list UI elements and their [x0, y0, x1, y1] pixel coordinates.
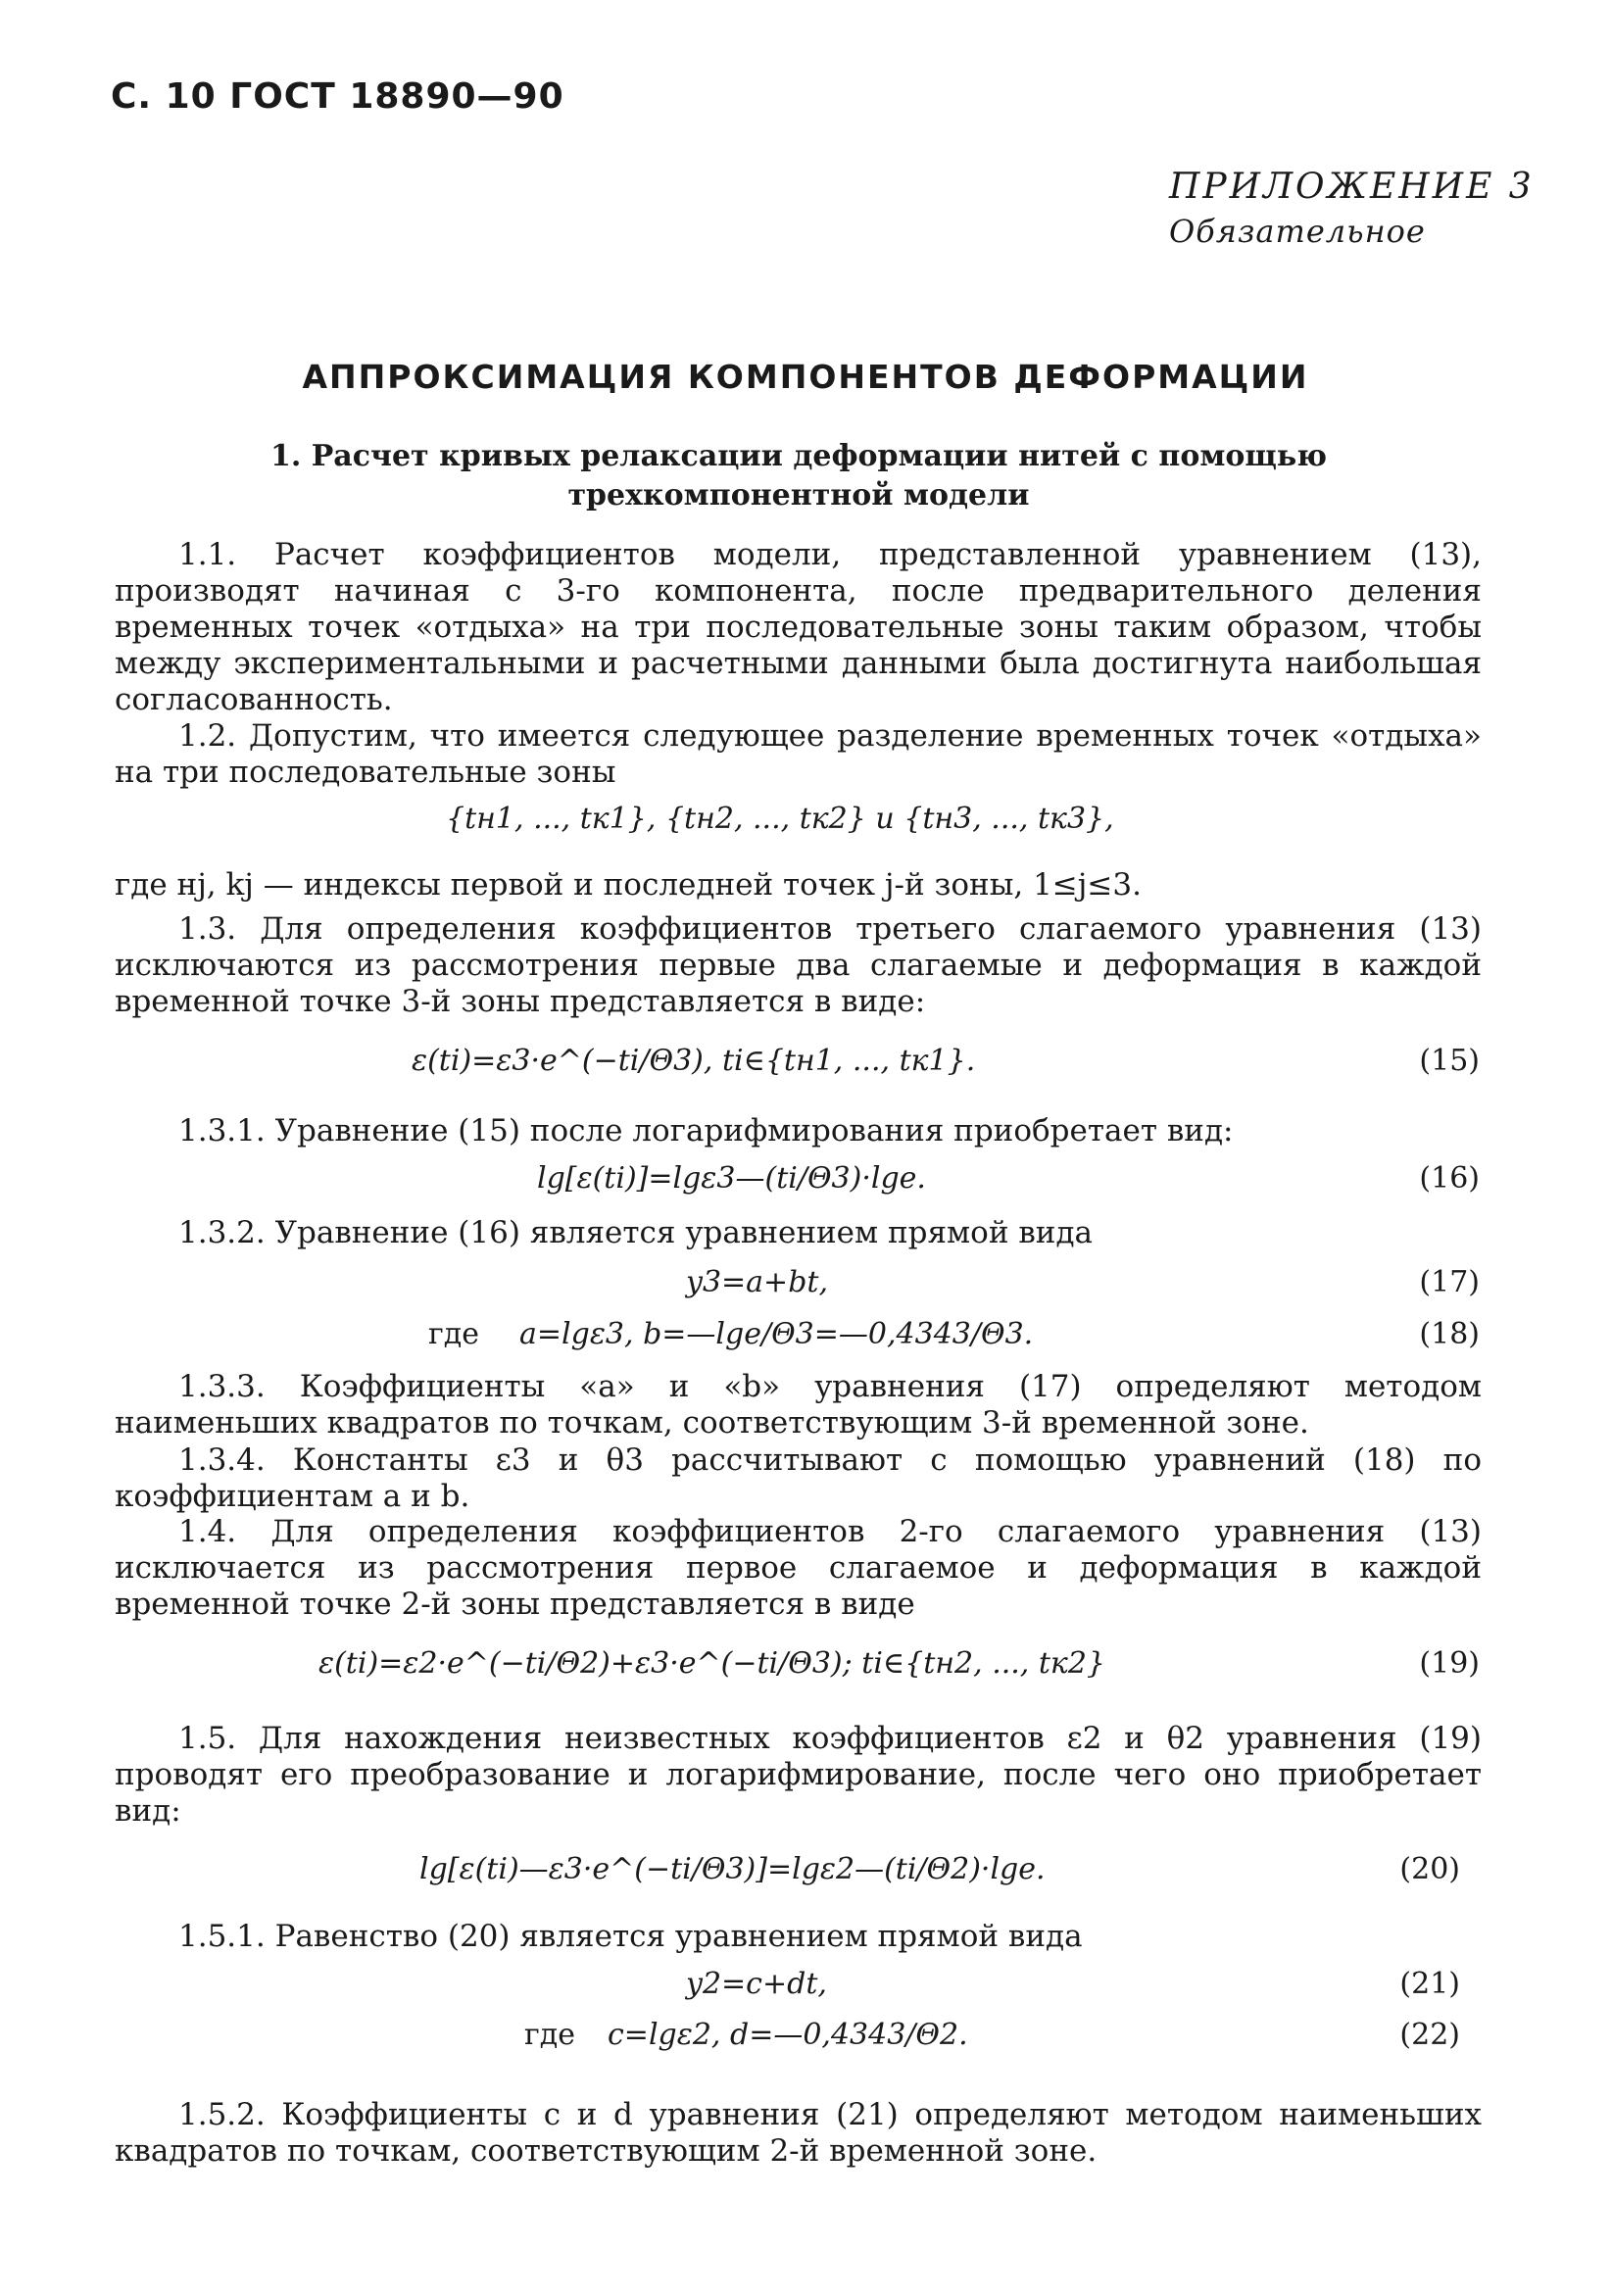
formula-18-where: где: [428, 1317, 479, 1351]
formula-17-expression: y3=a+bt,: [686, 1265, 828, 1299]
annex-status: Обязательное: [1169, 213, 1426, 250]
running-head: С. 10 ГОСТ 18890—90: [111, 76, 564, 117]
equation-number-20: (20): [1399, 1852, 1460, 1886]
paragraph-1-3-2: 1.3.2. Уравнение (16) является уравнением прямой вида: [178, 1215, 1094, 1250]
formula-16-expression: lg[ε(ti)]=lgε3—(ti/Θ3)·lge.: [537, 1161, 926, 1196]
paragraph-1-3-1: 1.3.1. Уравнение (15) после логарифмирования приобретает вид:: [178, 1113, 1234, 1148]
paragraph-1-3-4: 1.3.4. Константы ε3 и θ3 рассчитывают с помощью уравнений (18) по коэффициентам a и b.: [115, 1442, 1482, 1514]
equation-number-19: (19): [1419, 1646, 1480, 1681]
equation-number-22: (22): [1399, 2018, 1460, 2052]
formula-19-expression: ε(ti)=ε2·e^(−ti/Θ2)+ε3·e^(−ti/Θ3); ti∈{tн2, ..., tк2}: [318, 1646, 1106, 1681]
equation-number-18: (18): [1419, 1317, 1480, 1351]
equation-number-17: (17): [1419, 1265, 1480, 1299]
equation-number-21: (21): [1399, 1967, 1460, 2001]
formula-18-expression: a=lgε3, b=—lge/Θ3=—0,4343/Θ3.: [519, 1317, 1034, 1351]
paragraph-1-5: 1.5. Для нахождения неизвестных коэффициентов ε2 и θ2 уравнения (19) проводят его преобразование и логарифмирование, после чего оно приобретает вид:: [115, 1721, 1482, 1829]
page-title: АППРОКСИМАЦИЯ КОМПОНЕНТОВ ДЕФОРМАЦИИ: [302, 358, 1309, 396]
annex-label: ПРИЛОЖЕНИЕ 3: [1169, 167, 1535, 207]
zones-expression: {tн1, ..., tк1}, {tн2, ..., tк2} и {tн3, ..., tк3},: [446, 802, 1114, 836]
paragraph-1-1: 1.1. Расчет коэффициентов модели, представленной уравнением (13), производят начиная с 3-го компонента, после предварительного деления временных точек «отдыха» на три последовательные зоны таким образом, чтобы между экспериментальными и расчетными данными была достигнута наибольшая согласованность.: [115, 537, 1482, 717]
section-title: [245, 437, 1352, 515]
equation-number-16: (16): [1419, 1161, 1480, 1196]
paragraph-1-2-where: где нj, kj — индексы первой и последней точек j-й зоны, 1≤j≤3.: [115, 867, 1142, 903]
paragraph-1-5-1: 1.5.1. Равенство (20) является уравнением прямой вида: [178, 1919, 1083, 1954]
section-title-line-1: 1. Расчет кривых релаксации деформации нитей с помощью: [269, 439, 1328, 473]
formula-21-expression: y2=c+dt,: [686, 1967, 827, 2001]
formula-15-expression: ε(ti)=ε3·e^(−ti/Θ3), ti∈{tн1, ..., tк1}.: [412, 1044, 976, 1078]
formula-22-expression: c=lgε2, d=—0,4343/Θ2.: [608, 2018, 968, 2052]
paragraph-1-2: 1.2. Допустим, что имеется следующее разделение временных точек «отдыха» на три последовательные зоны: [115, 718, 1482, 790]
formula-20-expression: lg[ε(ti)—ε3·e^(−ti/Θ3)]=lgε2—(ti/Θ2)·lge.: [419, 1852, 1046, 1886]
formula-22-where: где: [524, 2018, 575, 2052]
paragraph-1-5-2: 1.5.2. Коэффициенты c и d уравнения (21) определяют методом наименьших квадратов по точкам, соответствующим 2-й временной зоне.: [115, 2097, 1482, 2169]
paragraph-1-3: 1.3. Для определения коэффициентов третьего слагаемого уравнения (13) исключаются из рассмотрения первые два слагаемые и деформация в каждой временной точке 3-й зоны представляется в виде:: [115, 911, 1482, 1019]
equation-number-15: (15): [1419, 1044, 1480, 1078]
paragraph-1-4: 1.4. Для определения коэффициентов 2-го слагаемого уравнения (13) исключается из рассмотрения первое слагаемое и деформация в каждой временной точке 2-й зоны представляется в виде: [115, 1514, 1482, 1622]
section-title-line-2: трехкомпонентной модели: [567, 478, 1030, 513]
paragraph-1-3-3: 1.3.3. Коэффициенты «a» и «b» уравнения (17) определяют методом наименьших квадратов по точкам, соответствующим 3-й временной зоне.: [115, 1369, 1482, 1441]
